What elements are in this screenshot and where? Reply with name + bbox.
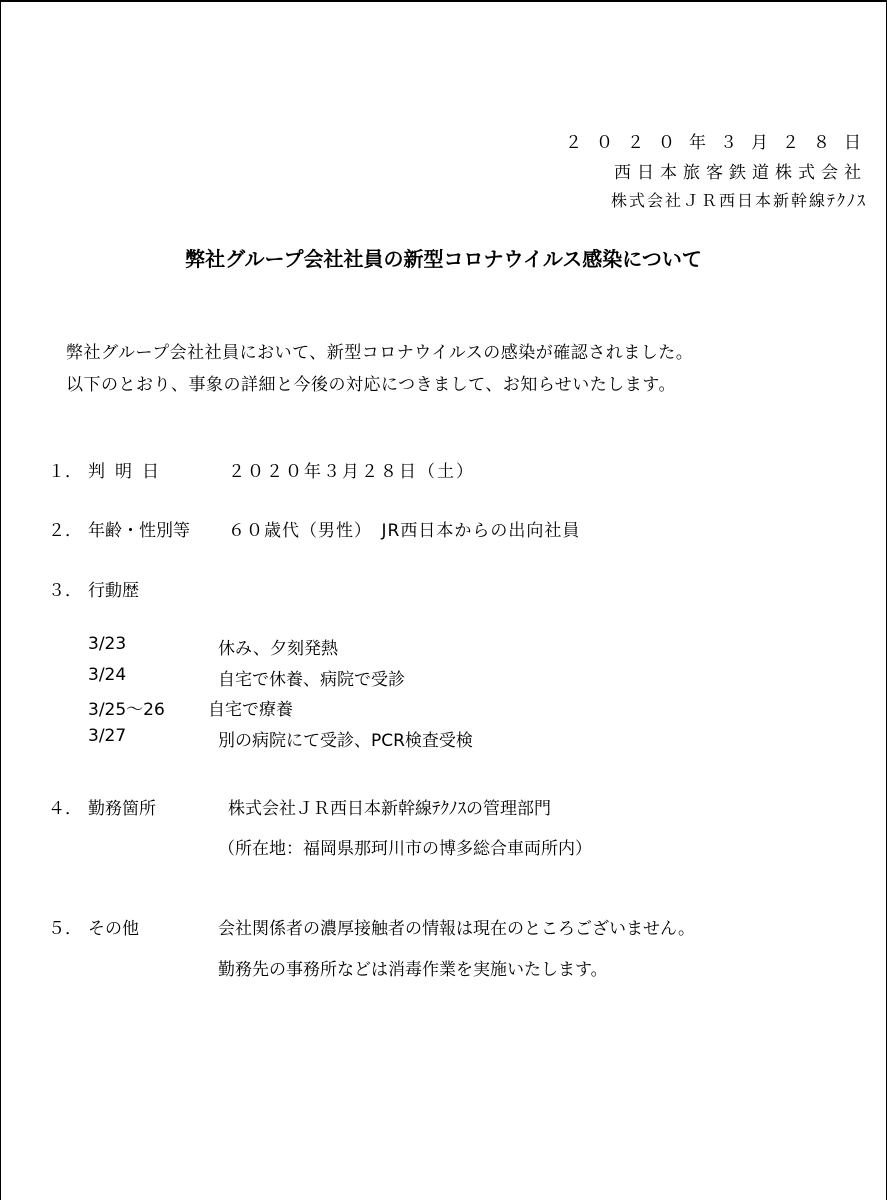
section-3-number: ３． [48,581,82,601]
history-text-3: 自宅で療養 [208,700,293,720]
section-4-value-2: （所在地：福岡県那珂川市の博多総合車両所内） [218,839,592,859]
section-5-number: ５． [48,919,82,939]
history-date-3: 3/25～26 [88,700,165,720]
section-2-number: ２． [48,521,82,541]
section-5-label: その他 [88,919,139,939]
section-5-value-1: 会社関係者の濃厚接触者の情報は現在のところございません。 [218,919,696,939]
history-text-4: 別の病院にて受診、PCR検査受検 [218,731,473,751]
history-date-2: 3/24 [88,665,127,685]
section-2-label: 年齢・性別等 [88,521,190,541]
intro-line-1: 弊社グループ会社社員において、新型コロナウイルスの感染が確認されました。 [66,343,694,363]
section-1-label: 判明日 [88,462,169,482]
history-date-4: 3/27 [88,726,127,746]
history-date-1: 3/23 [88,634,127,654]
header-date: ２０２０年３月２８日 [565,133,875,153]
header-organization-1: 西日本旅客鉄道株式会社 [614,163,867,183]
section-2-value: ６０歳代（男性） JR西日本からの出向社員 [228,521,581,541]
section-4-label: 勤務箇所 [88,799,156,819]
section-4-number: ４． [48,799,82,819]
section-5-value-2: 勤務先の事務所などは消毒作業を実施いたします。 [218,960,608,980]
history-text-2: 自宅で休養、病院で受診 [218,670,405,690]
header-organization-2: 株式会社ＪＲ西日本新幹線ﾃｸﾉｽ [610,191,867,210]
section-1-number: １． [48,462,82,482]
section-3-label: 行動歴 [88,581,139,601]
history-text-1: 休み、夕刻発熱 [218,639,339,659]
section-4-value-1: 株式会社ＪＲ西日本新幹線ﾃｸﾉｽの管理部門 [228,799,551,819]
document-title: 弊社グループ会社社員の新型コロナウイルス感染について [185,247,702,271]
section-1-value: ２０２０年３月２８日（土） [228,462,475,482]
intro-line-2: 以下のとおり、事象の詳細と今後の対応につきまして、お知らせいたします。 [66,375,676,395]
